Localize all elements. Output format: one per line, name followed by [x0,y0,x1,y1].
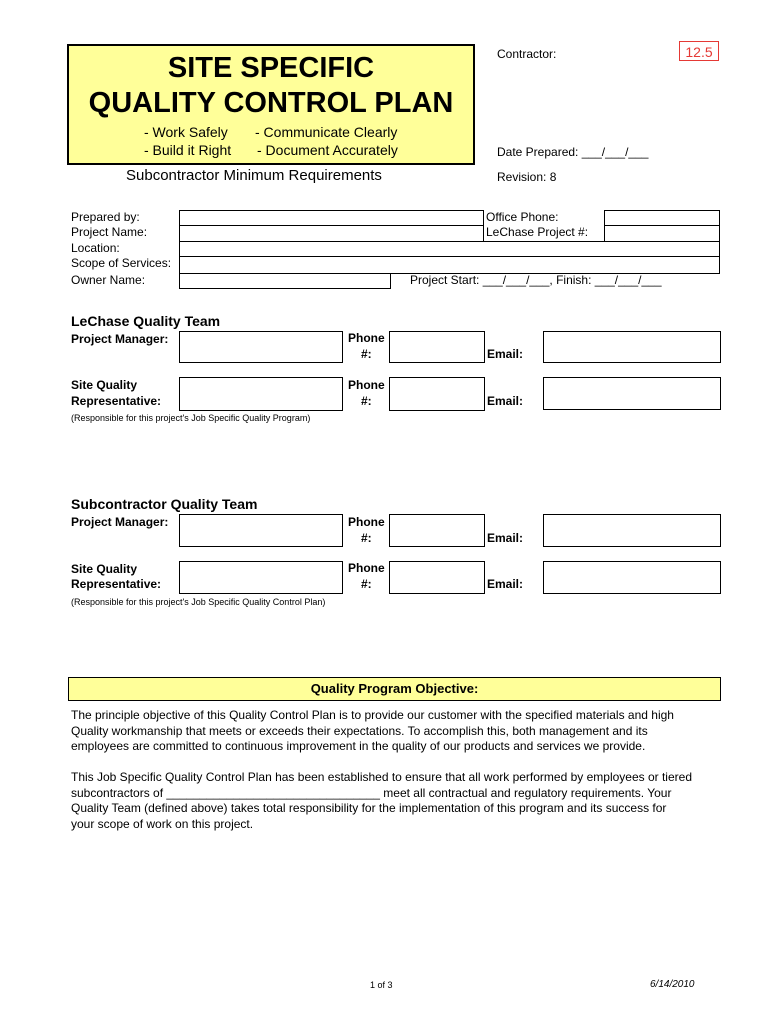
project-start-finish: Project Start: ___/___/___, Finish: ___/___/___ [410,273,662,287]
tag-document: - Document Accurately [257,142,398,158]
lechase-pm-email-label: Email: [487,347,524,361]
contractor-label: Contractor: [497,47,557,61]
scope-field[interactable] [179,256,720,274]
p1-line-2: Quality workmanship that meets or exceeds their expectations. To accomplish this, both management and its [71,723,648,738]
objective-heading: Quality Program Objective: [68,677,721,701]
owner-field[interactable] [179,273,391,289]
sub-note: (Responsible for this project's Job Specific Quality Control Plan) [71,597,326,607]
sub-sqr-email-field[interactable] [543,561,721,594]
revision-badge: 12.5 [679,41,719,61]
sub-pm-phone-hash: #: [361,531,372,545]
lechase-sqr-label-2: Representative: [71,394,162,408]
sub-pm-field[interactable] [179,514,343,547]
revision: Revision: 8 [497,170,557,184]
office-phone-label: Office Phone: [486,210,559,224]
lechase-pm-phone-label: Phone [348,331,385,345]
date-prepared: Date Prepared: ___/___/___ [497,145,649,159]
sub-sqr-phone-hash: #: [361,577,372,591]
lechase-pm-field[interactable] [179,331,343,363]
location-label: Location: [71,241,120,255]
lechase-pm-label: Project Manager: [71,332,169,346]
lechase-note: (Responsible for this project's Job Specific Quality Program) [71,413,311,423]
p2-line-4: your scope of work on this project. [71,816,254,831]
sub-pm-phone-label: Phone [348,515,385,529]
project-name-field[interactable] [179,225,484,242]
footer-date: 6/14/2010 [650,979,695,990]
subtitle: Subcontractor Minimum Requirements [126,167,382,184]
p1-line-3: employees are committed to continuous improvement in the quality of our products and services we provide. [71,739,646,754]
sub-sqr-label-1: Site Quality [71,562,138,576]
p2-line-2: subcontractors of ________________________________ meet all contractual and regulatory requirements. Your [71,785,672,800]
lechase-project-field[interactable] [604,225,720,242]
p2-line-3: Quality Team (defined above) takes total responsibility for the implementation of this program and its success for [71,801,667,816]
lechase-team-heading: LeChase Quality Team [71,313,221,329]
lechase-sqr-label-1: Site Quality [71,378,138,392]
lechase-pm-phone-hash: #: [361,347,372,361]
sub-pm-email-label: Email: [487,531,524,545]
owner-label: Owner Name: [71,273,146,287]
prepared-by-label: Prepared by: [71,210,140,224]
page-number: 1 of 3 [370,980,393,990]
sub-pm-email-field[interactable] [543,514,721,547]
objective-paragraph-1 [71,708,731,755]
title-line-1: SITE SPECIFIC [167,52,375,84]
lechase-pm-email-field[interactable] [543,331,721,363]
lechase-sqr-phone-label: Phone [348,378,385,392]
sub-team-heading: Subcontractor Quality Team [71,496,258,512]
lechase-project-label: LeChase Project #: [486,225,589,239]
sub-sqr-label-2: Representative: [71,577,162,591]
sub-sqr-phone-field[interactable] [389,561,485,594]
tag-work-safely: - Work Safely [144,124,228,140]
lechase-sqr-phone-hash: #: [361,394,372,408]
scope-label: Scope of Services: [71,256,172,270]
p1-line-1: The principle objective of this Quality Control Plan is to provide our customer with the specified materials and high [71,708,674,722]
objective-paragraph-2 [71,770,731,832]
lechase-sqr-email-field[interactable] [543,377,721,410]
sub-pm-label: Project Manager: [71,515,169,529]
lechase-sqr-phone-field[interactable] [389,377,485,411]
lechase-pm-phone-field[interactable] [389,331,485,363]
title-box [67,44,475,165]
prepared-by-field[interactable] [179,210,484,226]
office-phone-field[interactable] [604,210,720,226]
tag-build-right: - Build it Right [144,142,232,158]
lechase-sqr-field[interactable] [179,377,343,411]
sub-sqr-field[interactable] [179,561,343,594]
lechase-sqr-email-label: Email: [487,394,524,408]
p2-line-1: This Job Specific Quality Control Plan has been established to ensure that all work performed by employees or tiered [71,770,692,784]
project-name-label: Project Name: [71,225,148,239]
sub-sqr-phone-label: Phone [348,561,385,575]
sub-sqr-email-label: Email: [487,577,524,591]
sub-pm-phone-field[interactable] [389,514,485,547]
tag-communicate: - Communicate Clearly [255,124,398,140]
title-line-2: QUALITY CONTROL PLAN [88,87,454,119]
